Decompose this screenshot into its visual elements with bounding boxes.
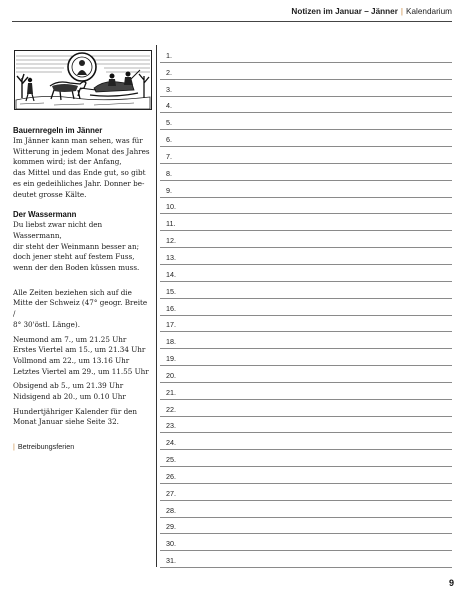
note-day-number: 25. <box>166 455 176 465</box>
bauernregeln-heading: Bauernregeln im Jänner <box>13 126 103 135</box>
note-day-number: 24. <box>166 438 176 448</box>
header-category: Kalendarium <box>406 7 452 16</box>
note-line[interactable] <box>160 113 452 130</box>
note-day-number: 20. <box>166 370 176 380</box>
page-number: 9 <box>448 578 454 588</box>
note-day-number: 16. <box>166 303 176 313</box>
note-line[interactable] <box>160 366 452 383</box>
note-line[interactable] <box>160 501 452 518</box>
note-day-number: 13. <box>166 252 176 262</box>
note-line[interactable] <box>160 383 452 400</box>
note-line[interactable] <box>160 181 452 198</box>
wassermann-text: Du liebst zwar nicht den Wassermann, dir steht der Weinmann besser an; doch jener steht auf festem Fuss, wenn der den Boden küssen muss. <box>13 220 140 273</box>
note-line[interactable] <box>160 63 452 80</box>
note-day-number: 12. <box>166 236 176 246</box>
zeiten-note: Alle Zeiten beziehen sich auf die Mitte der Schweiz (47° geogr. Breite / 8° 30'östl. Länge). <box>13 287 148 329</box>
note-line[interactable] <box>160 130 452 147</box>
note-day-number: 23. <box>166 421 176 431</box>
mondphasen-text: Neumond am 7., um 21.25 Uhr Erstes Viertel am 15., um 21.34 Uhr Vollmond am 22., um 13.16 Uhr Letztes Viertel am 29., um 11.55 Uhr <box>13 334 149 376</box>
note-day-number: 27. <box>166 488 176 498</box>
note-day-number: 4. <box>166 101 172 111</box>
note-day-number: 1. <box>166 50 172 60</box>
legend-betreibungsferien <box>13 442 151 451</box>
note-day-number: 5. <box>166 118 172 128</box>
header-rule <box>12 21 452 22</box>
woodcut-illustration <box>14 50 152 110</box>
note-line[interactable] <box>160 198 452 215</box>
note-line[interactable] <box>160 467 452 484</box>
note-day-number: 31. <box>166 556 176 566</box>
note-line[interactable] <box>160 450 452 467</box>
note-day-number: 8. <box>166 168 172 178</box>
note-line[interactable] <box>160 518 452 535</box>
notes-list <box>160 46 452 568</box>
column-divider <box>156 45 157 567</box>
note-day-number: 2. <box>166 67 172 77</box>
wassermann-heading: Der Wassermann <box>13 210 77 220</box>
note-line[interactable] <box>160 164 452 181</box>
note-line[interactable] <box>160 248 452 265</box>
note-line[interactable] <box>160 316 452 333</box>
note-day-number: 17. <box>166 320 176 330</box>
note-line[interactable] <box>160 417 452 434</box>
note-day-number: 28. <box>166 505 176 515</box>
legend-label: Betreibungsferien <box>17 442 75 452</box>
note-line[interactable] <box>160 231 452 248</box>
note-line[interactable] <box>160 484 452 501</box>
note-line[interactable] <box>160 433 452 450</box>
note-day-number: 21. <box>166 387 176 397</box>
note-line[interactable] <box>160 46 452 63</box>
note-line[interactable] <box>160 147 452 164</box>
sidebar-text <box>13 125 151 451</box>
note-day-number: 3. <box>166 84 172 94</box>
note-day-number: 14. <box>166 269 176 279</box>
legend-marker: | <box>13 442 15 452</box>
note-line[interactable] <box>160 80 452 97</box>
header-section-title: Notizen im Januar – Jänner <box>291 7 398 16</box>
note-line[interactable] <box>160 349 452 366</box>
note-line[interactable] <box>160 282 452 299</box>
note-day-number: 30. <box>166 539 176 549</box>
note-day-number: 26. <box>166 471 176 481</box>
running-header <box>291 7 452 16</box>
note-line[interactable] <box>160 265 452 282</box>
note-line[interactable] <box>160 97 452 114</box>
note-line[interactable] <box>160 400 452 417</box>
note-line[interactable] <box>160 534 452 551</box>
note-day-number: 29. <box>166 522 176 532</box>
note-day-number: 22. <box>166 404 176 414</box>
note-day-number: 10. <box>166 202 176 212</box>
note-day-number: 9. <box>166 185 172 195</box>
note-day-number: 7. <box>166 151 172 161</box>
note-day-number: 11. <box>166 219 176 229</box>
bauernregeln-text: Im Jänner kann man sehen, was für Witterung in jedem Monat des Jahres kommen wird; ist der Anfang, das Mittel und das Ende gut, so gibt es ein gedeihliches Jahr. Donner be- deutet grosse Kälte. <box>13 136 150 199</box>
note-day-number: 18. <box>166 337 176 347</box>
note-day-number: 6. <box>166 135 172 145</box>
note-line[interactable] <box>160 332 452 349</box>
hundertjaehriger-kalender-text: Hundertjähriger Kalender für den Monat Januar siehe Seite 32. <box>13 406 138 427</box>
header-separator: | <box>400 7 404 16</box>
note-line[interactable] <box>160 299 452 316</box>
note-day-number: 15. <box>166 286 176 296</box>
obsigend-nidsigend-text: Obsigend ab 5., um 21.39 Uhr Nidsigend ab 20., um 0.10 Uhr <box>13 381 126 402</box>
note-line[interactable] <box>160 214 452 231</box>
note-line[interactable] <box>160 551 452 568</box>
note-day-number: 19. <box>166 354 176 364</box>
